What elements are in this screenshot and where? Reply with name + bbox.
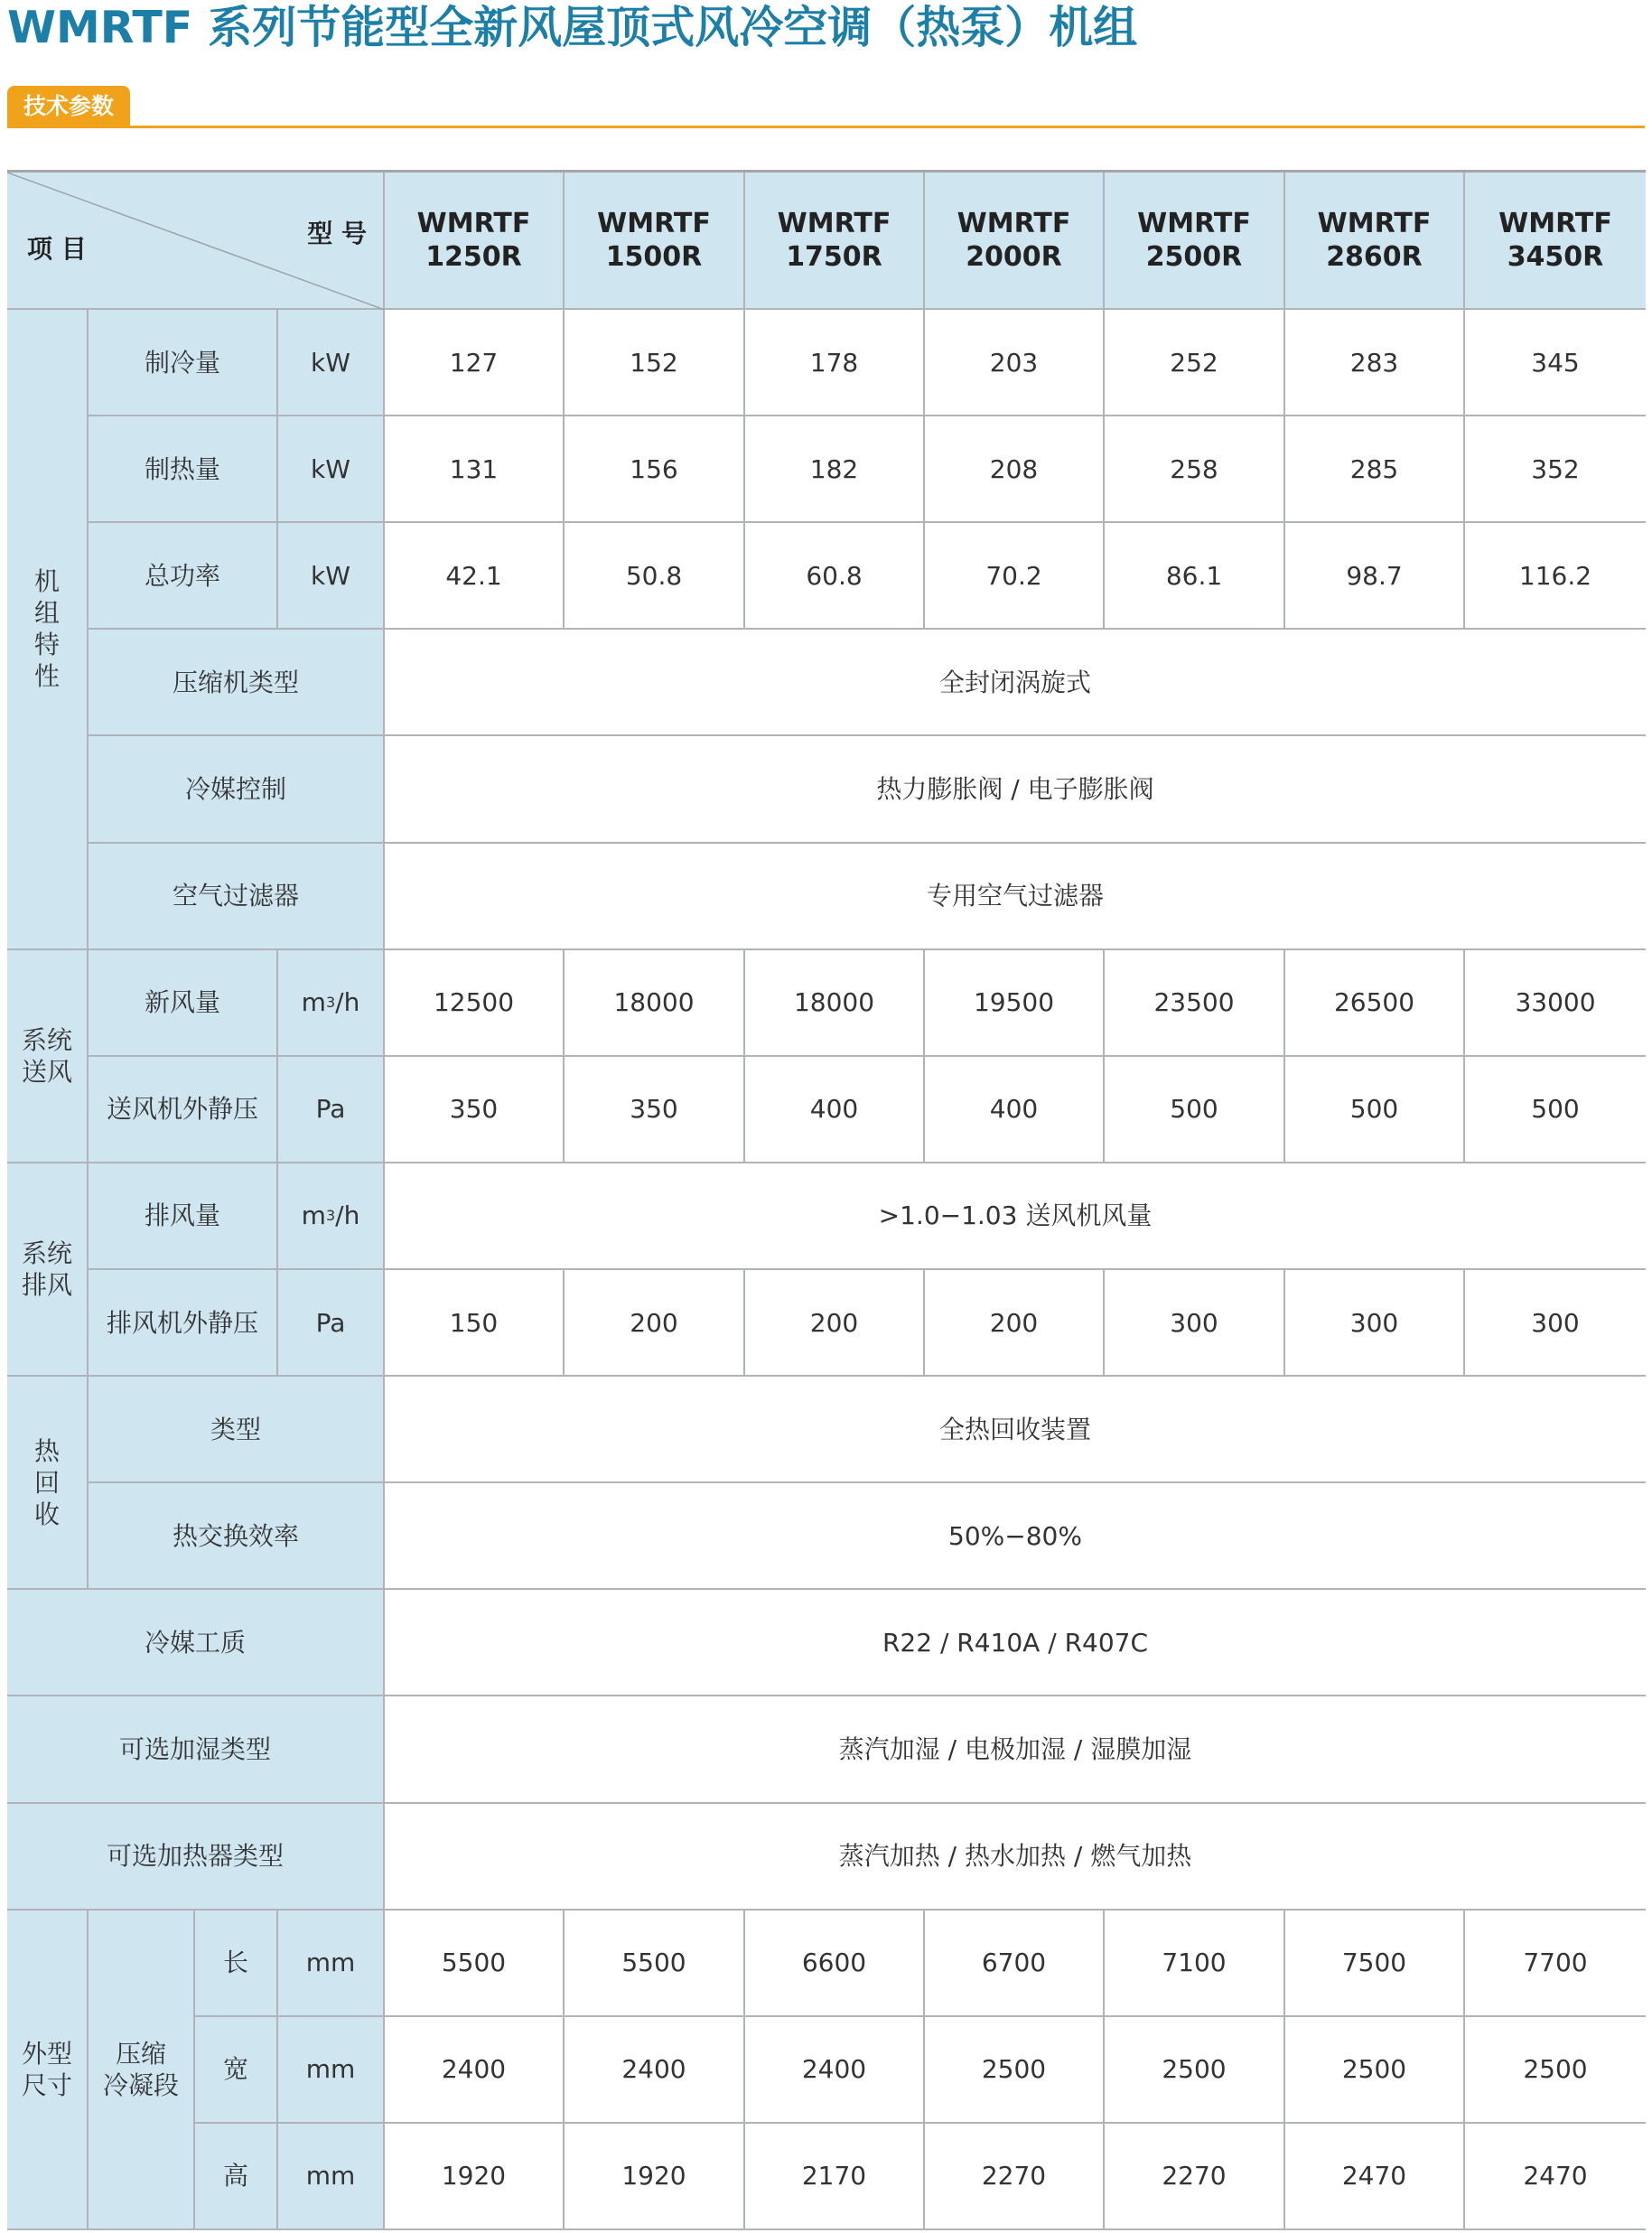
unit-tail: /h [335,1201,360,1231]
group-label-unit: 机 组 特 性 [7,310,89,950]
row-label-recovery-type: 类型 [89,1377,385,1483]
value-cell: 2500 [1465,2017,1646,2124]
group-label-dimension: 外型 尺寸 [7,1911,89,2230]
group-label-supply: 系统 送风 [7,950,89,1163]
row-label-width: 宽 [195,2017,278,2124]
model-line2: 1750R [786,241,882,273]
row-label-humidifier: 可选加湿类型 [7,1696,385,1803]
value-cell: 200 [565,1270,745,1377]
unit-base: m [301,987,326,1018]
row-label-heater: 可选加热器类型 [7,1804,385,1911]
value-cell: 18000 [745,950,925,1057]
value-cell: 127 [385,310,565,416]
model-line1: WMRTF [1498,207,1612,239]
unit-cell [278,1163,385,1270]
value-cell: 12500 [385,950,565,1057]
value-cell: 178 [745,310,925,416]
unit-cell: kW [278,416,385,523]
row-label-height: 高 [195,2124,278,2230]
value-cell: 156 [565,416,745,523]
value-cell: 300 [1285,1270,1465,1377]
value-cell: 400 [745,1057,925,1163]
value-cell: 352 [1465,416,1646,523]
model-line1: WMRTF [957,207,1071,239]
merged-value-cell: 50%−80% [385,1483,1646,1590]
value-cell: 5500 [385,1911,565,2017]
value-cell: 2400 [385,2017,565,2124]
value-cell: 152 [565,310,745,416]
merged-value-cell: R22 / R410A / R407C [385,1590,1646,1696]
value-cell: 400 [925,1057,1105,1163]
merged-value-cell: 蒸汽加热 / 热水加热 / 燃气加热 [385,1804,1646,1911]
value-cell: 7500 [1285,1911,1465,2017]
section-tag: 技术参数 [7,86,130,127]
value-cell: 345 [1465,310,1646,416]
value-cell: 70.2 [925,523,1105,630]
value-cell: 258 [1105,416,1285,523]
value-cell: 2400 [745,2017,925,2124]
unit-tail: /h [335,987,360,1018]
model-header [745,173,925,310]
value-cell: 300 [1105,1270,1285,1377]
value-cell: 208 [925,416,1105,523]
merged-value-cell: 全封闭涡旋式 [385,630,1646,736]
unit-cell [278,950,385,1057]
model-line2: 2000R [966,241,1062,273]
model-line1: WMRTF [777,207,891,239]
value-cell: 26500 [1285,950,1465,1057]
model-line2: 2860R [1326,241,1423,273]
value-cell: 116.2 [1465,523,1646,630]
model-header [565,173,745,310]
value-cell: 86.1 [1105,523,1285,630]
value-cell: 98.7 [1285,523,1465,630]
model-line1: WMRTF [597,207,711,239]
value-cell: 33000 [1465,950,1646,1057]
model-label: 型 号 [307,219,367,248]
value-cell: 2270 [925,2124,1105,2230]
value-cell: 19500 [925,950,1105,1057]
value-cell: 150 [385,1270,565,1377]
value-cell: 285 [1285,416,1465,523]
model-line2: 1500R [605,241,703,273]
section-divider [7,126,1645,128]
model-line2: 1250R [425,241,522,273]
model-header [925,173,1105,310]
value-cell: 252 [1105,310,1285,416]
value-cell: 2270 [1105,2124,1285,2230]
page-title: WMRTF 系列节能型全新风屋顶式风冷空调（热泵）机组 [7,2,1138,53]
value-cell: 42.1 [385,523,565,630]
value-cell: 6700 [925,1911,1105,2017]
row-label-heating: 制热量 [89,416,278,523]
value-cell: 283 [1285,310,1465,416]
item-label: 项 目 [27,234,87,264]
merged-value-cell: 蒸汽加湿 / 电极加湿 / 湿膜加湿 [385,1696,1646,1803]
value-cell: 200 [925,1270,1105,1377]
spec-table [7,170,1646,2228]
value-cell: 500 [1105,1057,1285,1163]
unit-cell: kW [278,523,385,630]
value-cell: 1920 [385,2124,565,2230]
model-header [1105,173,1285,310]
value-cell: 131 [385,416,565,523]
model-line2: 2500R [1145,241,1243,273]
merged-value-cell: 全热回收装置 [385,1377,1646,1483]
corner-header-cell [7,173,385,310]
model-line2: 3450R [1507,241,1604,273]
value-cell: 200 [745,1270,925,1377]
value-cell: 5500 [565,1911,745,2017]
value-cell: 2500 [1105,2017,1285,2124]
row-label-recovery-efficiency: 热交换效率 [89,1483,385,1590]
value-cell: 182 [745,416,925,523]
unit-cell: Pa [278,1270,385,1377]
merged-value-cell: 热力膨胀阀 / 电子膨胀阀 [385,736,1646,843]
row-label-length: 长 [195,1911,278,2017]
value-cell: 50.8 [565,523,745,630]
model-line1: WMRTF [1317,207,1432,239]
row-label-refrigerant: 冷媒工质 [7,1590,385,1696]
value-cell: 60.8 [745,523,925,630]
value-cell: 2400 [565,2017,745,2124]
row-label-cooling: 制冷量 [89,310,278,416]
value-cell: 350 [385,1057,565,1163]
value-cell: 300 [1465,1270,1646,1377]
unit-sup: 3 [325,1206,336,1224]
value-cell: 2500 [1285,2017,1465,2124]
model-line1: WMRTF [1137,207,1251,239]
unit-cell: mm [278,1911,385,2017]
group-label-recovery: 热 回 收 [7,1377,89,1590]
row-label-fresh-air: 新风量 [89,950,278,1057]
value-cell: 23500 [1105,950,1285,1057]
row-label-power: 总功率 [89,523,278,630]
value-cell: 18000 [565,950,745,1057]
model-header [385,173,565,310]
unit-cell: Pa [278,1057,385,1163]
value-cell: 500 [1285,1057,1465,1163]
unit-sup: 3 [325,993,336,1011]
model-header [1285,173,1465,310]
value-cell: 2470 [1285,2124,1465,2230]
value-cell: 2170 [745,2124,925,2230]
row-label-supply-pressure: 送风机外静压 [89,1057,278,1163]
value-cell: 203 [925,310,1105,416]
merged-value-cell: >1.0−1.03 送风机风量 [385,1163,1646,1270]
model-line1: WMRTF [416,207,531,239]
value-cell: 500 [1465,1057,1646,1163]
model-header [1465,173,1646,310]
value-cell: 2500 [925,2017,1105,2124]
row-label-compressor: 压缩机类型 [89,630,385,736]
row-label-exhaust-pressure: 排风机外静压 [89,1270,278,1377]
row-label-refrigerant-control: 冷媒控制 [89,736,385,843]
unit-cell: mm [278,2017,385,2124]
row-label-exhaust-air: 排风量 [89,1163,278,1270]
unit-cell: mm [278,2124,385,2230]
merged-value-cell: 专用空气过滤器 [385,844,1646,950]
unit-base: m [301,1201,326,1231]
group-label-exhaust: 系统 排风 [7,1163,89,1377]
value-cell: 350 [565,1057,745,1163]
row-label-air-filter: 空气过滤器 [89,844,385,950]
value-cell: 7700 [1465,1911,1646,2017]
value-cell: 6600 [745,1911,925,2017]
group-label-dimension-sub: 压缩 冷凝段 [89,1911,195,2230]
unit-cell: kW [278,310,385,416]
value-cell: 1920 [565,2124,745,2230]
value-cell: 7100 [1105,1911,1285,2017]
value-cell: 2470 [1465,2124,1646,2230]
